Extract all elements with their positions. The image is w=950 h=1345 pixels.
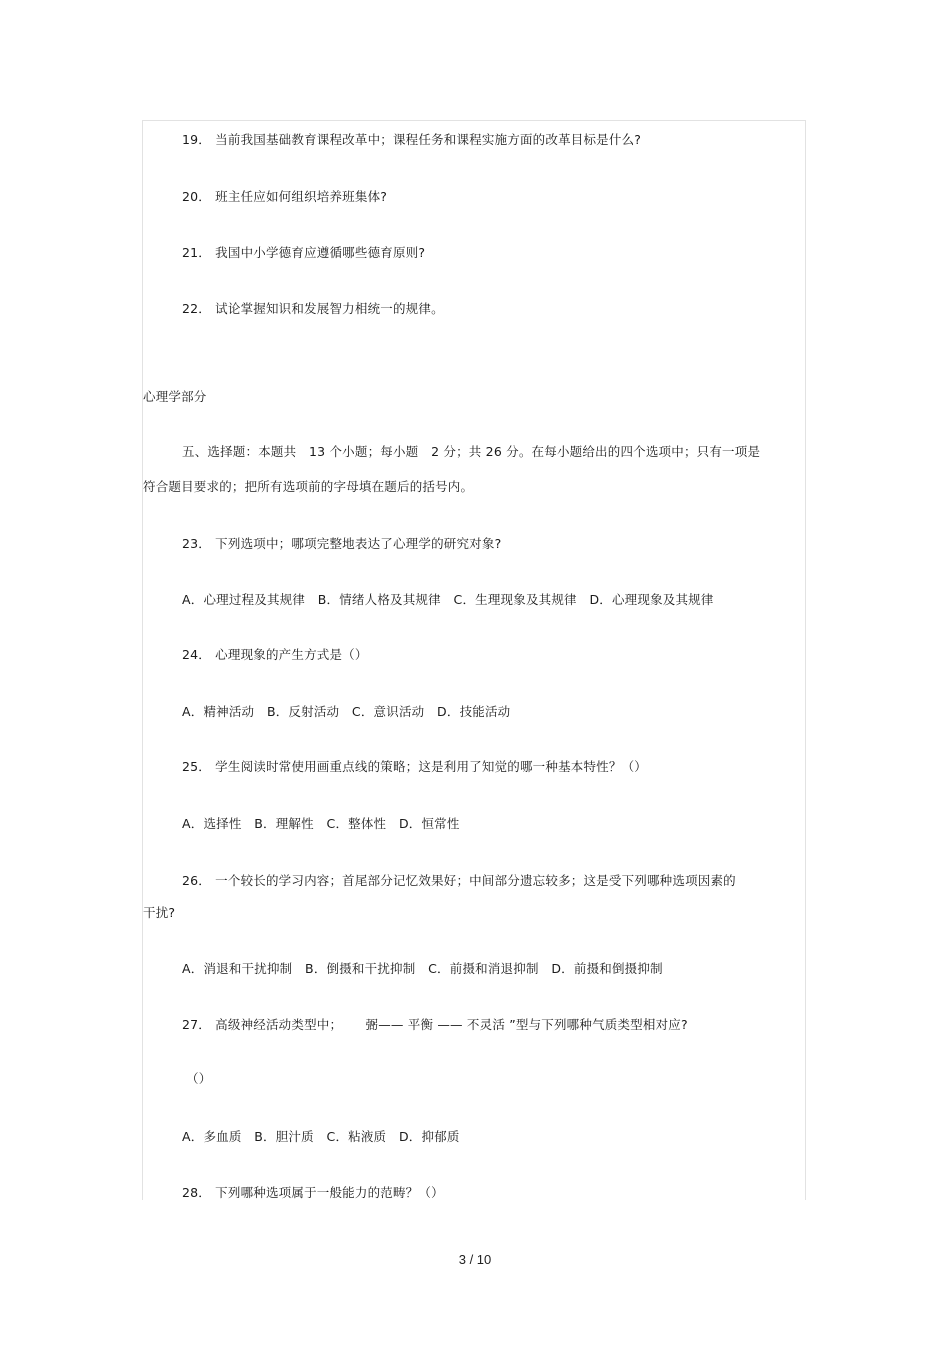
instructions-line-1: 五、选择题：本题共 13 个小题；每小题 2 分；共 26 分。在每小题给出的四个选项中；只有一项是: [182, 444, 761, 459]
question-26: 26． 一个较长的学习内容；首尾部分记忆效果好；中间部分遗忘较多；这是受下列哪种选项因素的: [182, 873, 736, 888]
question-24-options: A．精神活动 B．反射活动 C．意识活动 D．技能活动: [182, 704, 511, 719]
question-21: 21． 我国中小学德育应遵循哪些德育原则?: [182, 245, 426, 260]
question-27-blank: （）: [186, 1071, 212, 1086]
question-27: 27． 高级神经活动类型中； 弻—— 平衡 —— 不灵活 ”型与下列哪种气质类型相对应?: [182, 1017, 688, 1032]
question-26-options: A．消退和干扰抑制 B．倒摄和干扰抑制 C．前摄和消退抑制 D．前摄和倒摄抑制: [182, 961, 663, 976]
question-23: 23． 下列选项中；哪项完整地表达了心理学的研究对象?: [182, 536, 502, 551]
question-19: 19． 当前我国基础教育课程改革中；课程任务和课程实施方面的改革目标是什么?: [182, 132, 642, 147]
question-26-continued: 干扰?: [143, 905, 176, 920]
instructions-line-2: 符合题目要求的；把所有选项前的字母填在题后的括号内。: [143, 479, 474, 494]
question-25: 25． 学生阅读时常使用画重点线的策略；这是利用了知觉的哪一种基本特性？（）: [182, 759, 647, 774]
question-20: 20． 班主任应如何组织培养班集体?: [182, 189, 388, 204]
question-22: 22． 试论掌握知识和发展智力相统一的规律。: [182, 301, 444, 316]
question-23-options: A．心理过程及其规律 B．情绪人格及其规律 C．生理现象及其规律 D．心理现象及其规律: [182, 592, 714, 607]
question-27-options: A．多血质 B．胆汁质 C．粘液质 D．抑郁质: [182, 1129, 460, 1144]
question-28: 28． 下列哪种选项属于一般能力的范畴？（）: [182, 1185, 444, 1200]
page-number: 3 / 10: [458, 1252, 492, 1267]
question-24: 24． 心理现象的产生方式是（）: [182, 647, 368, 662]
question-25-options: A．选择性 B．理解性 C．整体性 D．恒常性: [182, 816, 460, 831]
section-heading: 心理学部分: [143, 389, 207, 404]
